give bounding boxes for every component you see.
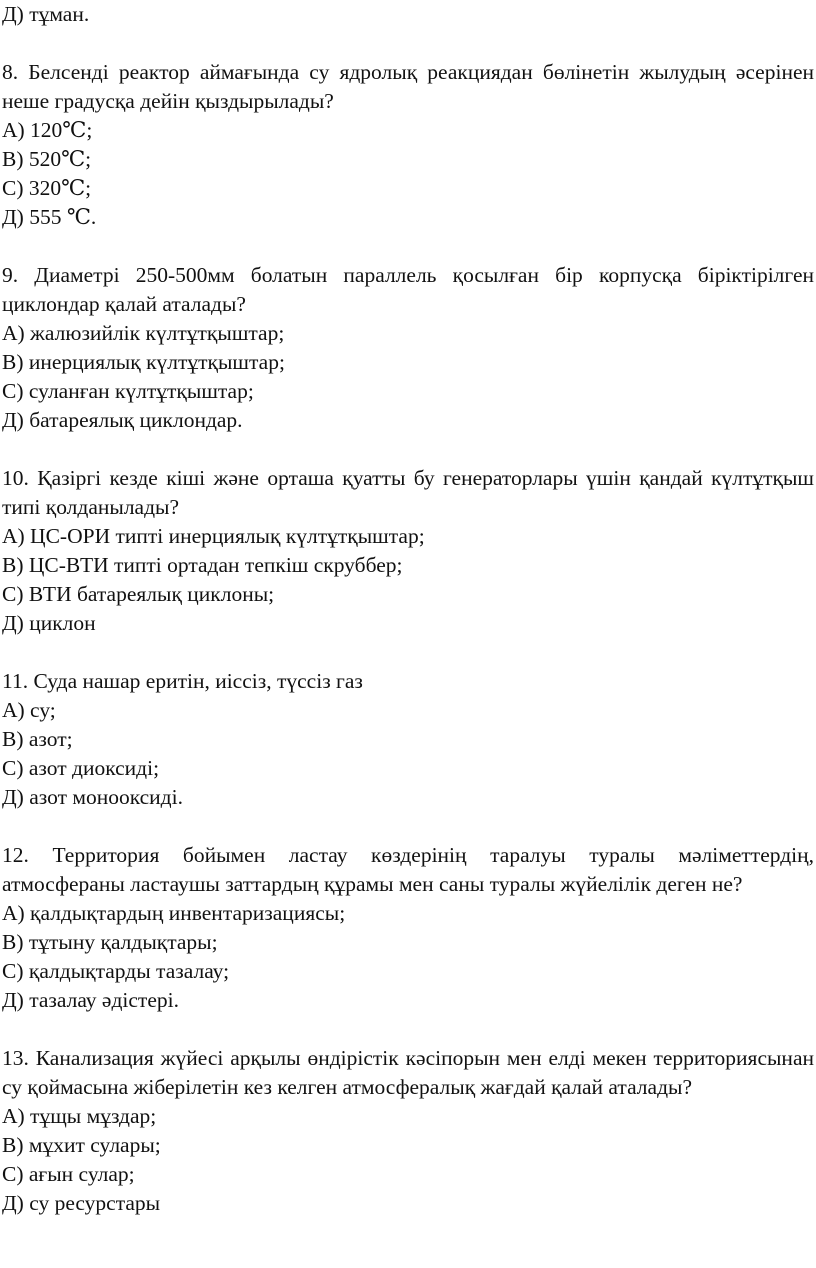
option-d: Д) батареялық циклондар. bbox=[2, 408, 243, 432]
option-b: В) азот; bbox=[2, 727, 73, 751]
option-b: В) 520℃; bbox=[2, 147, 92, 171]
option-a: А) 120℃; bbox=[2, 118, 93, 142]
option-c: С) қалдықтарды тазалау; bbox=[2, 959, 230, 983]
question-12 bbox=[2, 841, 814, 1015]
option-b: В) ЦС-ВТИ типті ортадан тепкіш скруббер; bbox=[2, 553, 403, 577]
option-a: А) жалюзийлік күлтұтқыштар; bbox=[2, 321, 285, 345]
option-a: А) су; bbox=[2, 698, 56, 722]
question-text: 13. Канализация жүйесі арқылы өндірістік кәсіпорын мен елді мекен территориясынан су қоймасына жіберілетін кез келген атмосфералық жағдай қалай аталады? bbox=[2, 1046, 814, 1099]
question-text: 10. Қазіргі кезде кіші және орташа қуатты бу генераторлары үшін қандай күлтұтқыш типі қолданылады? bbox=[2, 466, 814, 519]
option-d: Д) азот монооксиді. bbox=[2, 785, 183, 809]
option-d: Д) циклон bbox=[2, 611, 96, 635]
question-text: 8. Белсенді реактор аймағында су ядролық реакциядан бөлінетін жылудың әсерінен неше градусқа дейін қыздырылады? bbox=[2, 60, 814, 113]
question-9 bbox=[2, 261, 814, 435]
previous-answer-line: Д) тұман. bbox=[2, 2, 90, 26]
option-c: С) ағын сулар; bbox=[2, 1162, 135, 1186]
option-b: В) тұтыну қалдықтары; bbox=[2, 930, 218, 954]
question-text: 9. Диаметрі 250-500мм болатын параллель қосылған бір корпусқа біріктірілген циклондар қалай аталады? bbox=[2, 263, 814, 316]
option-d: Д) су ресурстары bbox=[2, 1191, 161, 1215]
option-c: С) 320℃; bbox=[2, 176, 92, 200]
option-c: С) азот диоксиді; bbox=[2, 756, 160, 780]
option-a: А) тұщы мұздар; bbox=[2, 1104, 157, 1128]
option-b: В) мұхит сулары; bbox=[2, 1133, 161, 1157]
option-c: С) суланған күлтұтқыштар; bbox=[2, 379, 254, 403]
question-10 bbox=[2, 464, 814, 638]
option-a: А) қалдықтардың инвентаризациясы; bbox=[2, 901, 346, 925]
option-d: Д) тазалау әдістері. bbox=[2, 988, 179, 1012]
question-13 bbox=[2, 1044, 814, 1218]
option-c: С) ВТИ батареялық циклоны; bbox=[2, 582, 275, 606]
option-d: Д) 555 ℃. bbox=[2, 205, 97, 229]
option-a: А) ЦС-ОРИ типті инерциялық күлтұтқыштар; bbox=[2, 524, 425, 548]
option-b: В) инерциялық күлтұтқыштар; bbox=[2, 350, 285, 374]
question-text: 12. Территория бойымен ластау көздерінің таралуы туралы мәліметтердің, атмосфераны ластаушы заттардың құрамы мен саны туралы жүйелілік деген не? bbox=[2, 843, 814, 896]
question-8 bbox=[2, 58, 814, 232]
question-text: 11. Суда нашар еритін, иіссіз, түссіз газ bbox=[2, 669, 363, 693]
question-11 bbox=[2, 667, 814, 812]
